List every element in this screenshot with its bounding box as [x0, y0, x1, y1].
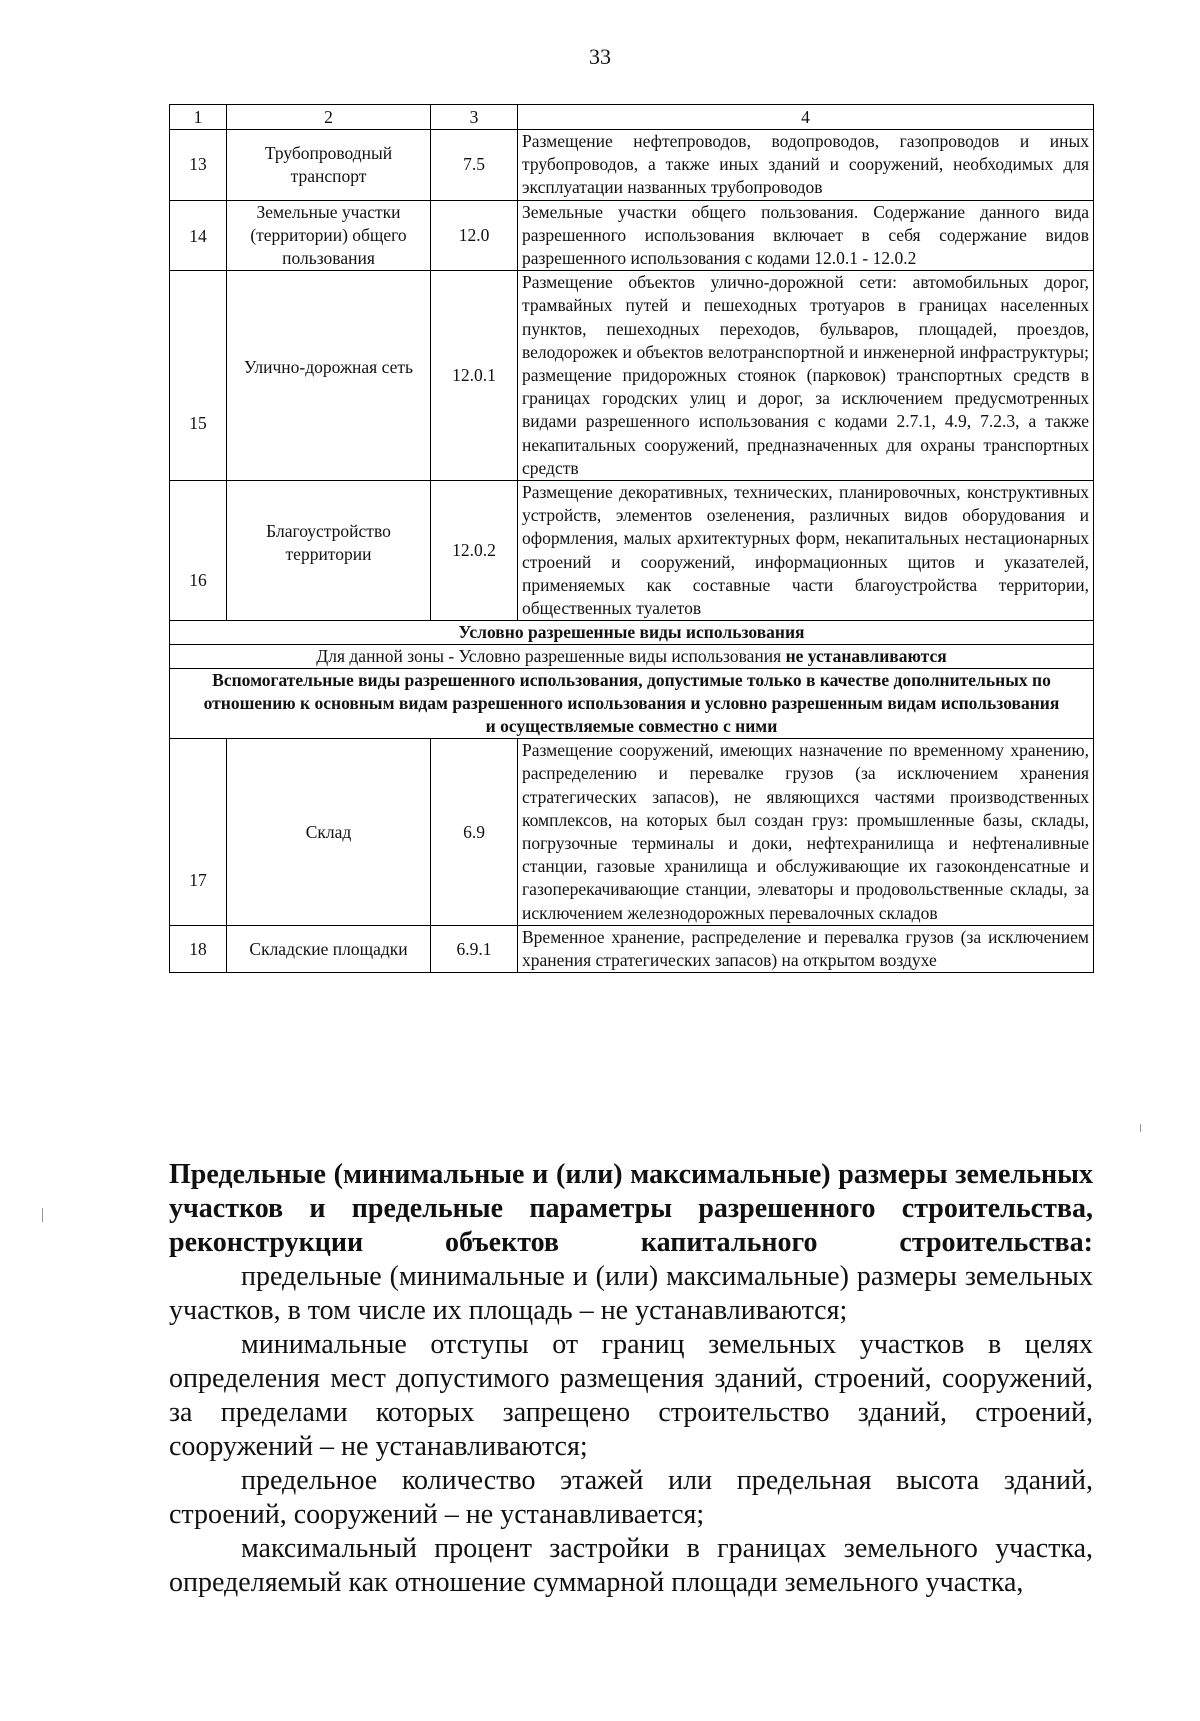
table-row: [170, 739, 1094, 926]
paragraph: максимальный процент застройки в границах земельного участка, определяемый как отношение суммарной площади земельного участка,: [169, 1533, 1093, 1598]
table-header-row: [170, 105, 1094, 130]
column-header: 3: [431, 105, 518, 130]
section-title-auxiliary: Вспомогательные виды разрешенного использования, допустимые только в качестве дополнительных по отношению к основным видам разрешенного использования и условно разрешенным видам использования и осуществляемые совместно с ними: [170, 669, 1094, 739]
use-code: 12.0.1: [431, 271, 518, 481]
use-code: 6.9: [431, 739, 518, 926]
column-header: 4: [518, 105, 1094, 130]
regulations-text: [169, 1158, 1093, 1600]
scan-artifact: [42, 1208, 43, 1222]
section-row: [170, 621, 1094, 645]
table-row: [170, 481, 1094, 621]
row-number: 17: [170, 739, 227, 926]
use-name: Трубопроводный транспорт: [227, 130, 431, 201]
row-number: 16: [170, 481, 227, 621]
use-code: 12.0: [431, 200, 518, 271]
use-code: 7.5: [431, 130, 518, 201]
use-description: Размещение декоративных, технических, планировочных, конструктивных устройств, элементов озеленения, различных видов оборудования и оформления, малых архитектурных форм, некапитальных нестационарных строений и сооружений, информационных щитов и указателей, применяемых как составные части благоустройства территории, общественных туалетов: [518, 481, 1094, 621]
table-row: [170, 925, 1094, 972]
zone-note-text: Для данной зоны - Условно разрешенные виды использования: [316, 646, 786, 667]
section-heading: Предельные (минимальные и (или) максимальные) размеры земельных участков и предельные параметры разрешенного строительства, реконструкции объектов капитального строительства:: [169, 1159, 1093, 1258]
table-row: [170, 271, 1094, 481]
paragraph: минимальные отступы от границ земельных участков в целях определения мест допустимого размещения зданий, строений, сооружений, за пределами которых запрещено строительство зданий, строений, сооружений – не устанавливаются;: [169, 1329, 1093, 1462]
row-number: 13: [170, 130, 227, 201]
column-header: 1: [170, 105, 227, 130]
use-code: 12.0.2: [431, 481, 518, 621]
paragraph: предельные (минимальные и (или) максимальные) размеры земельных участков, в том числе их площадь – не устанавливаются;: [169, 1261, 1093, 1326]
use-description: Размещение объектов улично-дорожной сети: автомобильных дорог, трамвайных путей и пешеходных тротуаров в границах населенных пунктов, пешеходных переходов, бульваров, площадей, проездов, велодорожек и объектов велотранспортной и инженерной инфраструктуры; размещение придорожных стоянок (парковок) транспортных средств в границах городских улиц и дорог, за исключением предусмотренных видами разрешенного использования с кодами 2.7.1, 4.9, 7.2.3, а также некапитальных сооружений, предназначенных для охраны транспортных средств: [518, 271, 1094, 481]
row-number: 14: [170, 200, 227, 271]
section-row: [170, 669, 1094, 739]
use-name: Складские площадки: [227, 925, 431, 972]
zone-note-bold: не устанавливаются: [785, 646, 947, 667]
land-use-table: [169, 104, 1094, 973]
column-header: 2: [227, 105, 431, 130]
use-description: Размещение нефтепроводов, водопроводов, газопроводов и иных трубопроводов, а также иных зданий и сооружений, необходимых для эксплуатации названных трубопроводов: [518, 130, 1094, 201]
use-name: Благоустройство территории: [227, 481, 431, 621]
zone-note: [170, 645, 1094, 669]
use-name: Земельные участки (территории) общего пользования: [227, 200, 431, 271]
use-description: Размещение сооружений, имеющих назначение по временному хранению, распределению и перевалке грузов (за исключением хранения стратегических запасов), не являющихся частями производственных комплексов, на которых был создан груз: промышленные базы, склады, погрузочные терминалы и доки, нефтехранилища и нефтеналивные станции, газовые хранилища и обслуживающие их газоконденсатные и газоперекачивающие станции, элеваторы и продовольственные склады, за исключением железнодорожных перевалочных складов: [518, 739, 1094, 926]
row-number: 18: [170, 925, 227, 972]
paragraph: предельное количество этажей или предельная высота зданий, строений, сооружений – не устанавливается;: [169, 1465, 1093, 1530]
zone-note-row: [170, 645, 1094, 669]
page-number: 33: [589, 44, 611, 69]
table-row: [170, 200, 1094, 271]
row-number: 15: [170, 271, 227, 481]
scan-artifact: [1140, 1124, 1141, 1132]
use-description: Земельные участки общего пользования. Содержание данного вида разрешенного использования включает в себя содержание видов разрешенного использования с кодами 12.0.1 - 12.0.2: [518, 200, 1094, 271]
use-name: Улично-дорожная сеть: [227, 271, 431, 481]
table-row: [170, 130, 1094, 201]
use-code: 6.9.1: [431, 925, 518, 972]
use-name: Склад: [227, 739, 431, 926]
use-description: Временное хранение, распределение и перевалка грузов (за исключением хранения стратегических запасов) на открытом воздухе: [518, 925, 1094, 972]
section-title-conditional: Условно разрешенные виды использования: [170, 621, 1094, 645]
